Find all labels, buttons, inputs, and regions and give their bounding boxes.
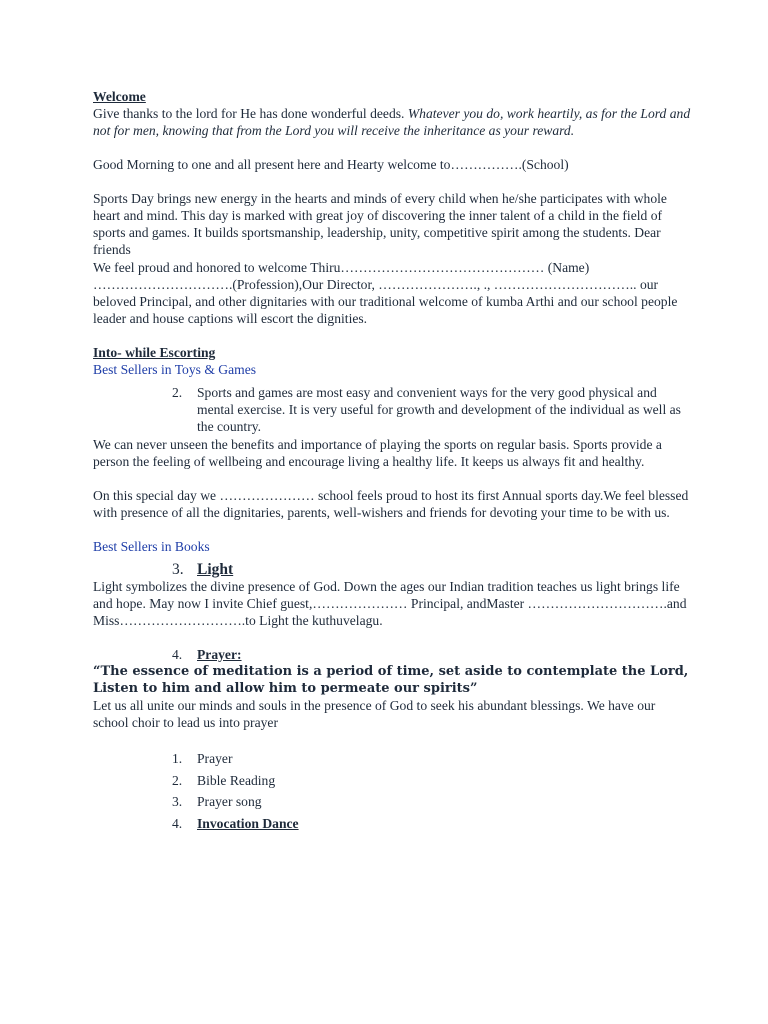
light-paragraph: Light symbolizes the divine presence of God. Down the ages our Indian tradition teaches us light brings life and hope. May now I invite Chief guest,………………… Principal, andMaster ………………………….and Miss……………………….to Light the kuthuvelagu. [93, 579, 687, 628]
honored-paragraph: We feel proud and honored to welcome Thiru……………………………………… (Name) ………………………….(Profession),Our Director, …………………., ., ………………………….. our beloved Principal, and other dignitaries with our traditional welcome of kumba Arthi and our school people leader and house captions will escort the dignities. [93, 260, 678, 326]
light-heading: Light [197, 561, 234, 578]
prayer-quote: “The essence of meditation is a period of time, set aside to contemplate the Lord, Listen to him and allow him to permeate our spirits” [93, 664, 689, 696]
welcome-intro-text: Give thanks to the lord for He has done wonderful deeds. [93, 106, 408, 121]
list-item-number: 2. [172, 772, 183, 788]
special-day-paragraph: On this special day we ………………… school feels proud to host its first Annual sports day.We feel blessed with presence of all the dignitaries, parents, well-wishers and friends for devoting your time to be with us. [93, 488, 689, 520]
greeting: Good Morning to one and all present here and Hearty welcome to…………….(School) [93, 157, 569, 172]
list-item-number: 1. [172, 751, 183, 766]
sports-day-paragraph: Sports Day brings new energy in the hearts and minds of every child when he/she participates with whole heart and mind. This day is marked with great joy of discovering the inner talent of a child in the field of sports and games. It builds sportsmanship, leadership, unity, competitive spirit among the students. Dear friends [93, 191, 667, 257]
list-item-label: Invocation Dance [197, 815, 299, 831]
prayer-order-list [93, 750, 693, 836]
list-item [93, 772, 693, 794]
document-page [93, 88, 693, 836]
list-item-number: 4. [172, 815, 183, 831]
list-item [93, 750, 693, 772]
best-sellers-books-link[interactable]: Best Sellers in Books [93, 539, 210, 554]
list-item-number: 3. [172, 794, 183, 809]
list-item-label: Prayer [197, 751, 233, 766]
list-item [93, 793, 693, 815]
light-heading-row [93, 561, 693, 578]
numbered-item-2 [93, 384, 693, 435]
list-item-label: Prayer song [197, 794, 262, 809]
welcome-verse: Whatever you do, work heartily, as for the Lord and not for men, knowing that from the Lord you will receive the inheritance as your reward. [93, 106, 691, 138]
prayer-number: 4. [172, 647, 183, 662]
list-item-label: Bible Reading [197, 772, 276, 788]
item-number: 2. [172, 385, 183, 400]
list-item [93, 815, 693, 837]
escort-heading: Into- while Escorting [93, 345, 216, 360]
welcome-heading: Welcome [93, 89, 146, 104]
welcome-intro [93, 105, 693, 139]
item-text: Sports and games are most easy and convenient ways for the very good physical and mental exercise. It is very useful for growth and development of the individual as well as the country. [197, 385, 681, 434]
prayer-heading: Prayer: [197, 647, 242, 662]
prayer-heading-row [93, 646, 693, 663]
prayer-paragraph: Let us all unite our minds and souls in the presence of God to seek his abundant blessings. We have our school choir to lead us into prayer [93, 698, 656, 730]
best-sellers-toys-link[interactable]: Best Sellers in Toys & Games [93, 362, 257, 377]
light-number: 3. [172, 561, 184, 578]
benefits-paragraph: We can never unseen the benefits and importance of playing the sports on regular basis. Sports provide a person the feeling of wellbeing and encourage living a healthy life. It keeps us always fit and healthy. [93, 437, 662, 469]
